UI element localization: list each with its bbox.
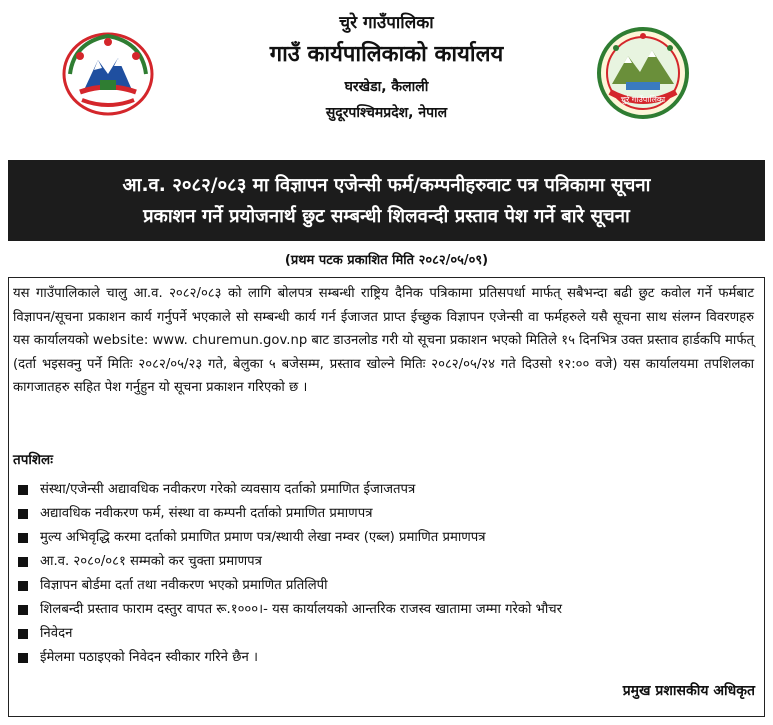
square-bullet-icon: [18, 653, 28, 663]
list-item-text: आ.व. २०८०/०८१ सम्मको कर चुक्ता प्रमाणपत्र: [40, 554, 262, 569]
list-item: [18, 478, 753, 502]
list-item-text: शिलबन्दी प्रस्ताव फाराम दस्तुर वापत रू.१०००।- यस कार्यालयको आन्तरिक राजस्व खातामा जम्मा गरेको भौचर: [40, 602, 563, 617]
list-item-text: अद्यावधिक नवीकरण फर्म, संस्था वा कम्पनी दर्ताको प्रमाणित प्रमाणपत्र: [40, 506, 373, 521]
chure-municipality-seal-icon: [596, 26, 690, 120]
square-bullet-icon: [18, 533, 28, 543]
notice-title-line-2: प्रकाशन गर्ने प्रयोजनार्थ छुट सम्बन्धी शिलवन्दी प्रस्ताव पेश गर्ने बारे सूचना: [143, 206, 630, 227]
nepal-emblem-icon: [60, 30, 156, 116]
square-bullet-icon: [18, 485, 28, 495]
list-item: [18, 646, 753, 670]
square-bullet-icon: [18, 509, 28, 519]
office-province: सुदूरपश्चिमप्रदेश, नेपाल: [325, 105, 448, 121]
list-item-text: विज्ञापन बोर्डमा दर्ता तथा नवीकरण भएको प्रमाणित प्रतिलिपी: [40, 578, 328, 593]
list-item-text: ईमेलमा पठाइएको निवेदन स्वीकार गरिने छैन ।: [40, 650, 258, 665]
list-item-text: संस्था/एजेन्सी अद्यावधिक नवीकरण गरेको व्यवसाय दर्ताको प्रमाणित ईजाजतपत्र: [40, 482, 416, 497]
office-location: घरखेडा, कैलाली: [344, 79, 429, 95]
notice-title-banner: [8, 160, 765, 241]
letterhead: [0, 0, 773, 158]
list-item-text: मुल्य अभिवृद्धि करमा दर्ताको प्रमाणित प्रमाण पत्र/स्थायी लेखा नम्वर (एब्ल) प्रमाणित प्रमाणपत्र: [40, 530, 486, 545]
municipality-name: चुरे गाउँपालिका: [339, 13, 434, 33]
details-heading: तपशिलः: [13, 452, 53, 468]
square-bullet-icon: [18, 605, 28, 615]
square-bullet-icon: [18, 557, 28, 567]
letterhead-text: [170, 10, 603, 126]
list-item: [18, 574, 753, 598]
list-item: [18, 502, 753, 526]
notice-title-line-1: आ.व. २०८२/०८३ मा विज्ञापन एजेन्सी फर्म/कम्पनीहरुवाट पत्र पत्रिकामा सूचना: [122, 175, 651, 196]
publication-date: (प्रथम पटक प्रकाशित मिति २०८२/०५/०९): [284, 253, 489, 268]
list-item-text: निवेदन: [40, 626, 73, 641]
office-name: गाउँ कार्यपालिकाको कार्यालय: [269, 42, 504, 67]
list-item: [18, 526, 753, 550]
signatory-title: प्रमुख प्रशासकीय अधिकृत: [622, 683, 755, 699]
list-item: [18, 550, 753, 574]
list-item: [18, 622, 753, 646]
notice-body-text: यस गाउँपालिकाले चालु आ.व. २०८२/०८३ को लागि बोलपत्र सम्बन्धी राष्ट्रिय दैनिक पत्रिकामा प्रतिसपर्धा मार्फत् सबैभन्दा बढी छुट कवोल गर्ने फर्मबाट विज्ञापन/सूचना प्रकाशन कार्य गर्नुपर्ने भएकाले सो सम्बन्धी कार्य गर्न ईजाजत प्राप्त ईच्छुक विज्ञापन एजेन्सी वा फर्महरुले यसै सूचना साथ संलग्न विवरणहरु यस कार्यालयको website: www. churemun.gov.np बाट डाउनलोड गरी यो सूचना प्रकाशन भएको मितिले १५ दिनभित्र उक्त प्रस्ताव हार्डकपि मार्फत् (दर्ता भइसक्नु पर्ने मितिः २०८२/०५/२३ गते, बेलुका ५ बजेसम्म, प्रस्ताव खोल्ने मितिः २०८२/०५/२४ गते दिउसो १२:०० वजे) यस कार्यालयमा तपशिलका कागजातहरु सहित पेश गर्नुहुन यो सूचना प्रकाशन गरिएको छ ।: [13, 286, 754, 395]
square-bullet-icon: [18, 629, 28, 639]
required-documents-list: [18, 478, 753, 670]
seal-caption: चुरे गाउँपालिका: [620, 95, 666, 104]
list-item: [18, 598, 753, 622]
square-bullet-icon: [18, 581, 28, 591]
